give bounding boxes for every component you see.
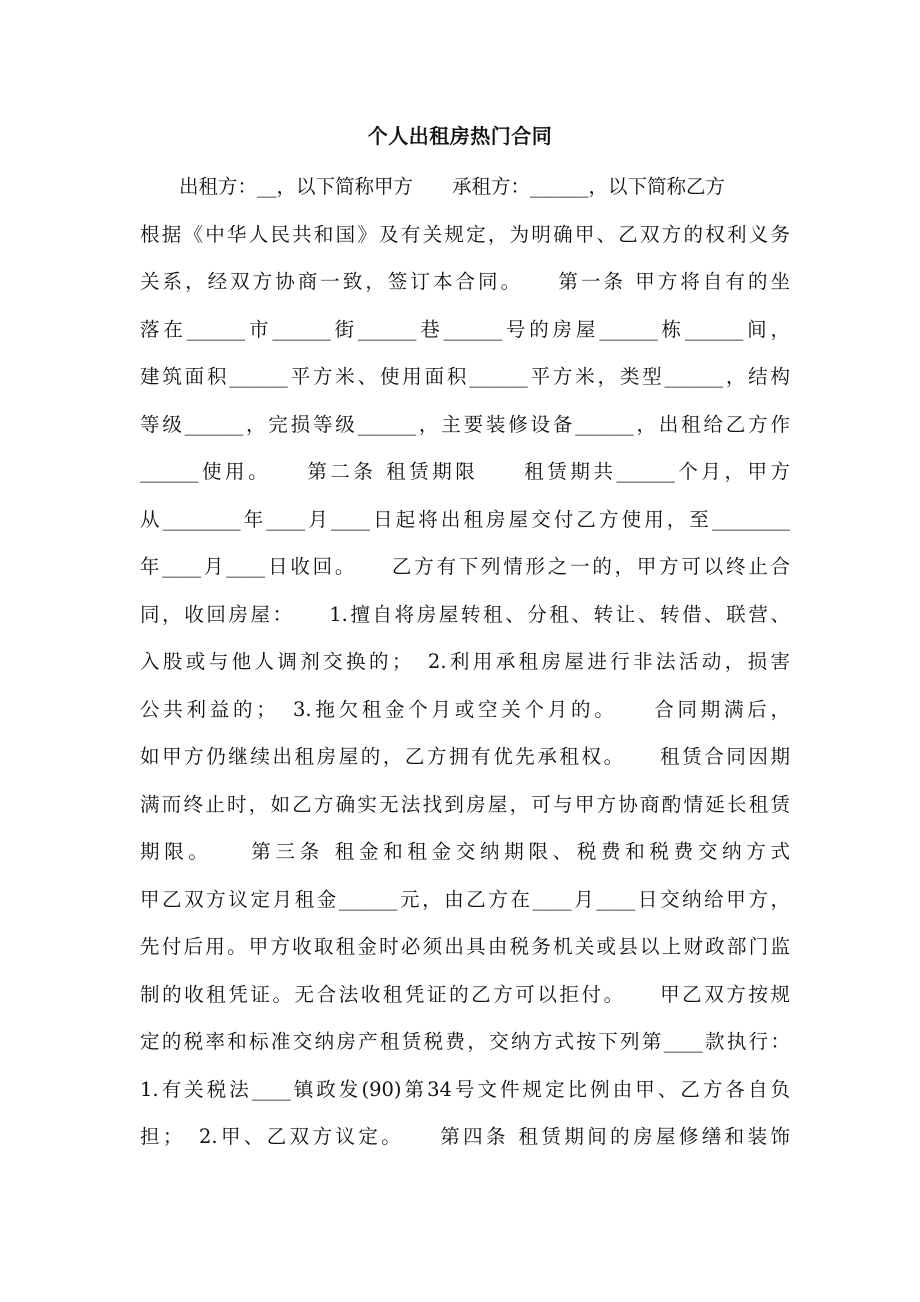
- body-line: 担； 2.甲、乙双方议定。 第四条 租赁期间的房屋修缮和装饰: [140, 1125, 790, 1148]
- body-line: 同，收回房屋： 1.擅自将房屋转租、分租、转让、转借、联营、: [140, 602, 790, 626]
- body-line: 制的收租凭证。无合法收租凭证的乙方可以拒付。 甲乙双方按规: [140, 982, 790, 1006]
- body-line: 关系，经双方协商一致，签订本合同。 第一条 甲方将自有的坐: [140, 270, 790, 293]
- body-line: 1.有关税法____镇政发(90)第34号文件规定比例由甲、乙方各自负: [140, 1077, 790, 1101]
- body-line: 年____月____日收回。 乙方有下列情形之一的，甲方可以终止合: [140, 555, 790, 578]
- body-line: 根据《中华人民共和国》及有关规定，为明确甲、乙双方的权利义务: [140, 222, 790, 246]
- body-line: 甲乙双方议定月租金______元，由乙方在____月____日交纳给甲方，: [140, 887, 790, 911]
- body-line: 建筑面积______平方米、使用面积______平方米，类型______，结构: [140, 365, 790, 388]
- contract-body: [140, 163, 790, 1161]
- body-line: 入股或与他人调剂交换的； 2.利用承租房屋进行非法活动，损害: [140, 650, 790, 673]
- document-title: 个人出租房热门合同: [367, 124, 553, 148]
- body-line: 从________年____月____日起将出租房屋交付乙方使用，至________: [140, 507, 790, 531]
- body-line: 等级______，完损等级______，主要装修设备______，出租给乙方作: [140, 412, 790, 436]
- body-line: 出租方：__，以下简称甲方 承租方：______，以下简称乙方: [140, 175, 726, 198]
- body-line: 公共利益的； 3.拖欠租金个月或空关个月的。 合同期满后，: [140, 697, 790, 721]
- body-line: 先付后用。甲方收取租金时必须出具由税务机关或县以上财政部门监: [140, 935, 790, 958]
- body-line: 如甲方仍继续出租房屋的，乙方拥有优先承租权。 租赁合同因期: [140, 745, 790, 768]
- body-line: 期限。 第三条 租金和租金交纳期限、税费和税费交纳方式: [140, 840, 790, 863]
- body-line: 满而终止时，如乙方确实无法找到房屋，可与甲方协商酌情延长租赁: [140, 792, 790, 816]
- body-line: 落在______市______街______巷______号的房屋______栋______间，: [140, 317, 790, 341]
- body-line: 定的税率和标准交纳房产租赁税费，交纳方式按下列第____款执行：: [140, 1030, 790, 1053]
- body-line: ______使用。 第二条 租赁期限 租赁期共______个月，甲方: [140, 460, 790, 483]
